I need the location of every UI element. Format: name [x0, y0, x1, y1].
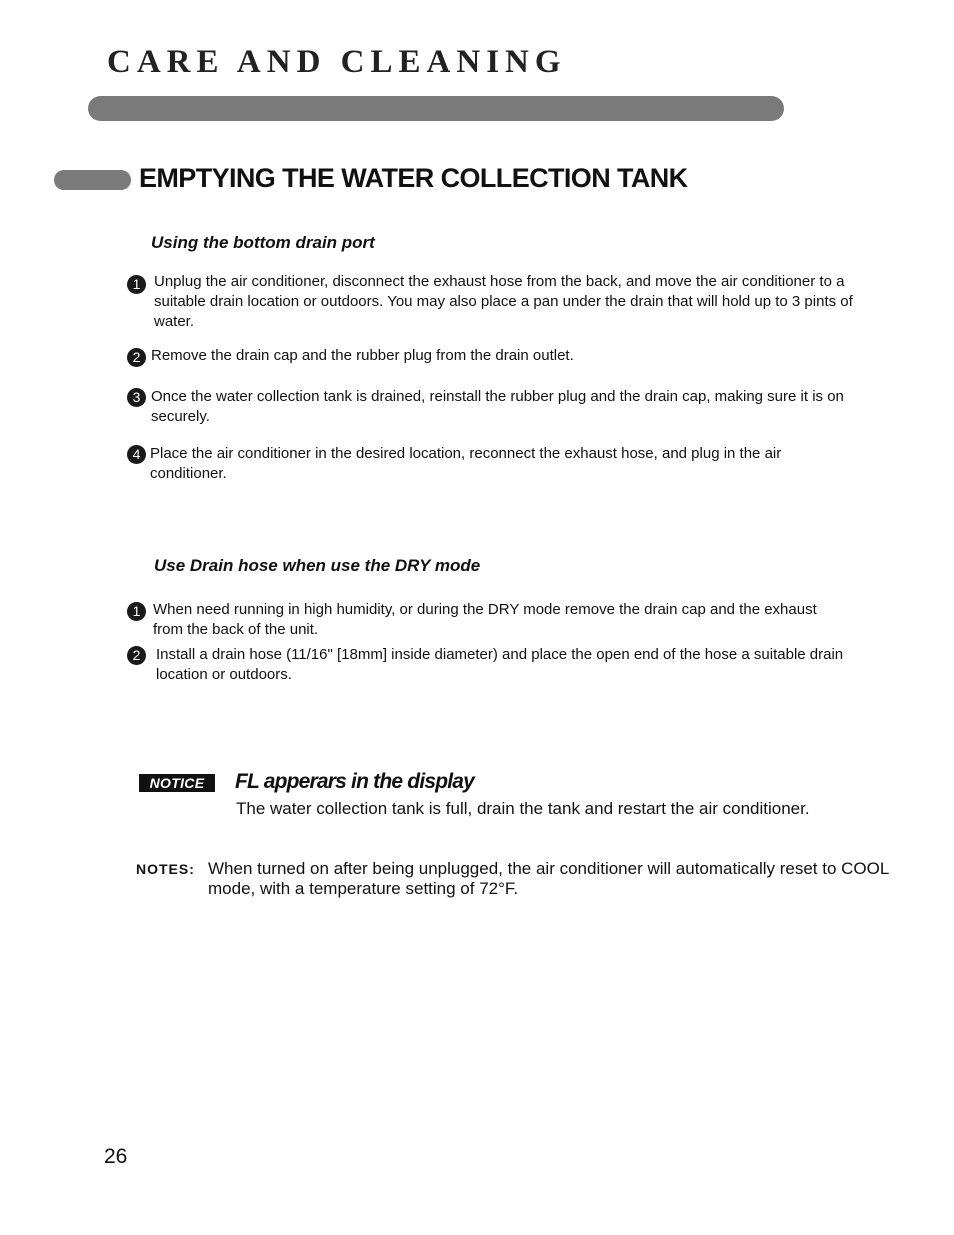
step-number-badge: 2 — [127, 646, 146, 665]
step-number-badge: 3 — [127, 388, 146, 407]
step-number-badge: 2 — [127, 348, 146, 367]
notice-text: The water collection tank is full, drain the tank and restart the air conditioner. — [236, 799, 810, 818]
page-header-title: CARE AND CLEANING — [107, 44, 567, 80]
step-number-badge: 4 — [127, 445, 146, 464]
step-text: Install a drain hose (11/16" [18mm] inside diameter) and place the open end of the hose a suitable drain location or outdoors. — [156, 646, 844, 683]
step-text: Remove the drain cap and the rubber plug from the drain outlet. — [151, 347, 574, 364]
section-title: EMPTYING THE WATER COLLECTION TANK — [139, 163, 688, 193]
subheading-drain-hose: Use Drain hose when use the DRY mode — [154, 556, 481, 575]
step-number-badge: 1 — [127, 275, 146, 294]
step-number-badge: 1 — [127, 602, 146, 621]
step-text: Place the air conditioner in the desired location, reconnect the exhaust hose, and plug in the air conditioner. — [150, 445, 782, 482]
notes-label: NOTES: — [136, 861, 195, 877]
step-text: Once the water collection tank is drained, reinstall the rubber plug and the drain cap, making sure it is on securely. — [151, 388, 844, 425]
section-marker-pill — [54, 170, 131, 190]
step-text: Unplug the air conditioner, disconnect the exhaust hose from the back, and move the air conditioner to a suitable drain location or outdoors. You may also place a pan under the drain that will hold up to 3 pints of water. — [154, 273, 853, 330]
notice-title: FL apperars in the display — [235, 770, 475, 793]
header-divider-bar — [88, 96, 784, 121]
notes-text: When turned on after being unplugged, the air conditioner will automatically reset to COOL mode, with a temperature setting of 72°F. — [208, 859, 889, 898]
notice-badge: NOTICE — [139, 774, 215, 792]
page-number: 26 — [104, 1145, 128, 1168]
step-text: When need running in high humidity, or during the DRY mode remove the drain cap and the exhaust from the back of the unit. — [153, 601, 817, 638]
subheading-bottom-drain: Using the bottom drain port — [151, 233, 375, 252]
